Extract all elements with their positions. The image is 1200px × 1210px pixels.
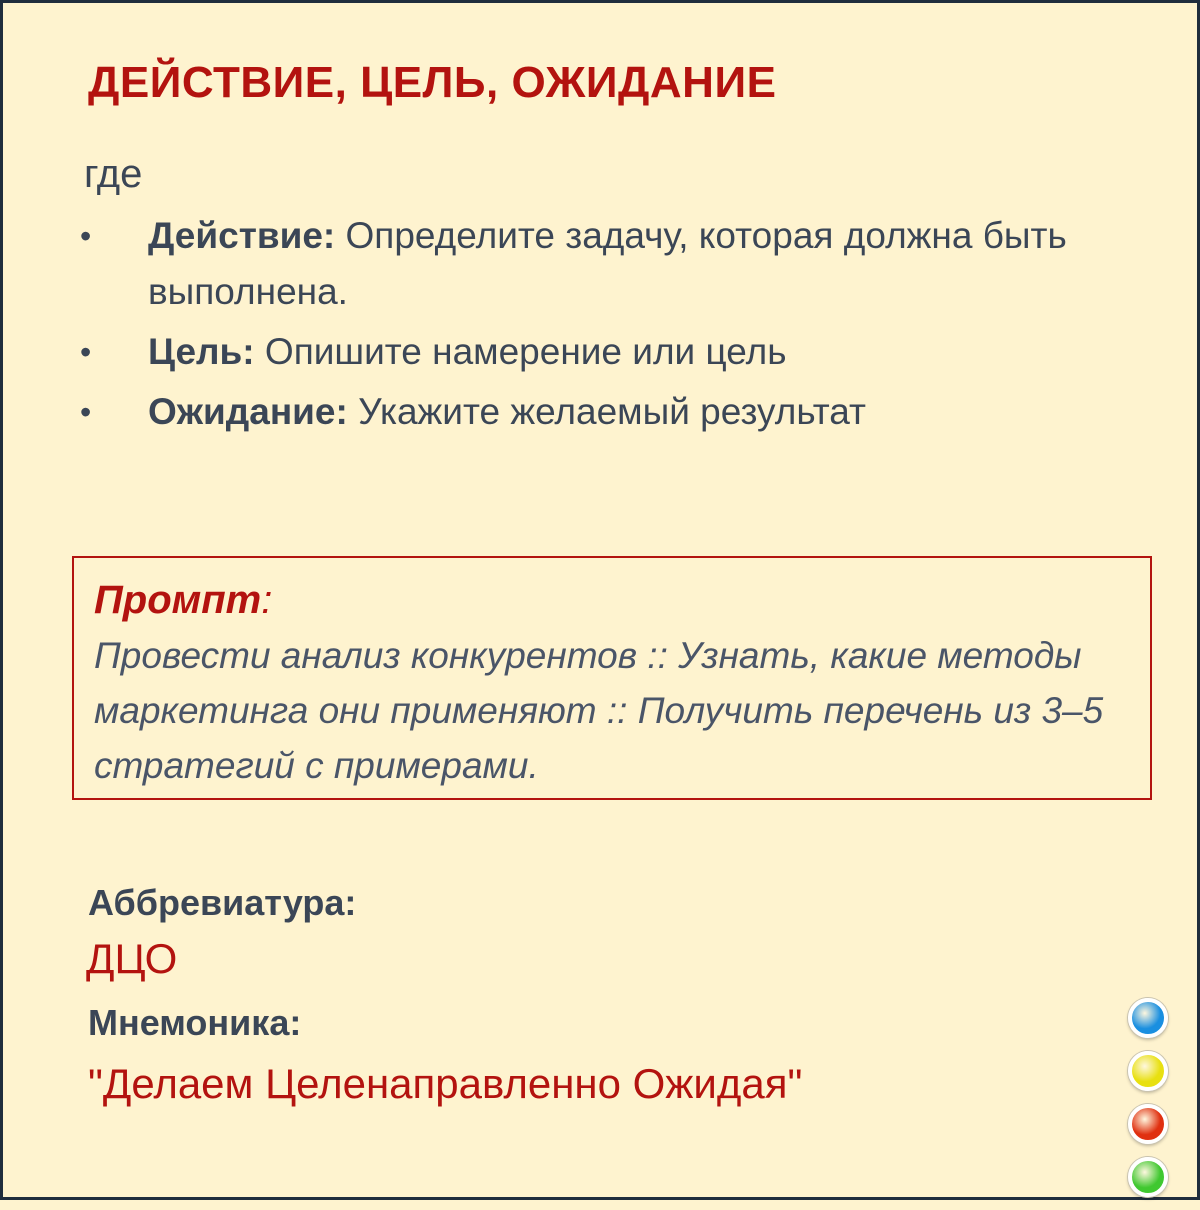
prompt-label	[94, 576, 1130, 624]
definition-action: Определите задачу, которая должна быть выполнена.	[148, 215, 1067, 312]
intro-text: где	[84, 152, 143, 196]
abbreviation-value: ДЦО	[86, 935, 178, 982]
mnemonic-label: Мнемоника:	[88, 1002, 302, 1043]
yellow-dot-icon	[1128, 1051, 1168, 1091]
term-action: Действие:	[148, 215, 336, 256]
bullet-icon: •	[80, 218, 92, 254]
green-dot-icon	[1128, 1157, 1168, 1197]
prompt-label-colon: :	[261, 578, 273, 622]
list-item-goal	[80, 324, 1080, 380]
mnemonic-value: "Делаем Целенаправленно Ожидая"	[88, 1060, 803, 1107]
bullet-icon: •	[80, 394, 92, 430]
page-title: ДЕЙСТВИЕ, ЦЕЛЬ, ОЖИДАНИЕ	[88, 58, 777, 107]
definition-goal: Опишите намерение или цель	[254, 331, 787, 372]
term-expectation: Ожидание:	[148, 391, 348, 432]
definition-list	[80, 208, 1080, 444]
bullet-icon: •	[80, 334, 92, 370]
prompt-text: Провести анализ конкурентов :: Узнать, какие методы маркетинга они применяют :: Получить перечень из 3–5 стратегий с примерами.	[94, 635, 1104, 786]
color-dots	[1128, 998, 1168, 1210]
definition-expectation: Укажите желаемый результат	[347, 391, 866, 432]
blue-dot-icon	[1128, 998, 1168, 1038]
list-item-expectation	[80, 384, 1080, 440]
abbreviation-label: Аббревиатура:	[88, 882, 357, 923]
list-item-action	[80, 208, 1080, 320]
term-goal: Цель:	[148, 331, 255, 372]
prompt-box	[72, 556, 1152, 800]
red-dot-icon	[1128, 1104, 1168, 1144]
prompt-label-text: Промпт	[94, 578, 262, 622]
